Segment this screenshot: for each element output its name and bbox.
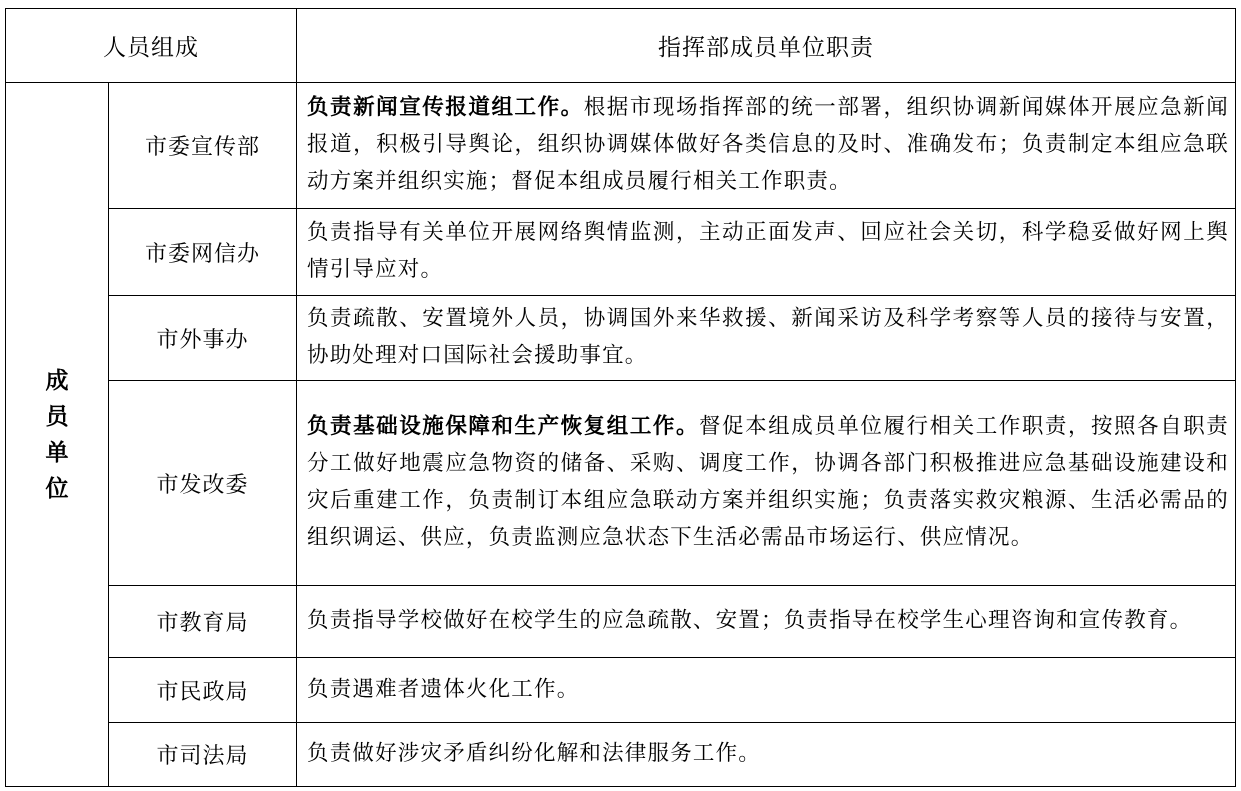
unit-name: 市民政局 [109,658,297,723]
duty-lead: 负责新闻宣传报道组工作。 [307,95,584,120]
table-row [6,658,1236,723]
duty-table-page [5,8,1235,787]
table-row [6,723,1236,787]
duty-text: 负责做好涉灾矛盾纠纷化解和法律服务工作。 [307,741,762,766]
group-label-member-units [6,83,109,787]
unit-duty [297,83,1236,209]
header-personnel: 人员组成 [6,9,297,83]
unit-duty [297,723,1236,787]
unit-name: 市发改委 [109,381,297,586]
unit-duty [297,586,1236,658]
duty-text: 根据市现场指挥部的统一部署，组织协调新闻媒体开展应急新闻报道，积极引导舆论，组织协调媒体做好各类信息的及时、准确发布；负责制定本组应急联动方案并组织实施；督促本组成员履行相关工作职责。 [307,95,1230,194]
duty-text: 负责遇难者遗体火化工作。 [307,676,580,702]
unit-duty [297,209,1236,296]
unit-name: 市委网信办 [109,209,297,296]
unit-name: 市外事办 [109,296,297,381]
group-char: 员 [45,402,69,430]
unit-name: 市教育局 [109,586,297,658]
table-row [6,586,1236,658]
group-char: 单 [45,438,69,466]
duty-text: 负责指导学校做好在校学生的应急疏散、安置；负责指导在校学生心理咨询和宣传教育。 [307,608,1193,633]
group-char: 成 [45,366,69,394]
group-char: 位 [45,474,69,502]
unit-duty [297,381,1236,586]
table-row [6,83,1236,209]
unit-duty [297,296,1236,381]
duty-text: 督促本组成员单位履行相关工作职责，按照各自职责分工做好地震应急物资的储备、采购、调度工作，协调各部门积极推进应急基础设施建设和灾后重建工作，负责制订本组应急联动方案并组织实施；负责落实救灾粮源、生活必需品的组织调运、供应，负责监测应急状态下生活必需品市场运行、供应情况。 [307,414,1229,550]
unit-duty [297,658,1236,723]
duty-text: 负责指导有关单位开展网络舆情监测，主动正面发声、回应社会关切，科学稳妥做好网上舆情引导应对。 [307,220,1229,282]
table-row [6,209,1236,296]
unit-name: 市委宣传部 [109,83,297,209]
header-row [6,9,1236,83]
table-row [6,296,1236,381]
unit-name: 市司法局 [109,723,297,787]
header-duties: 指挥部成员单位职责 [297,9,1236,83]
table-row [6,381,1236,586]
duty-text: 负责疏散、安置境外人员，协调国外来华救援、新闻采访及科学考察等人员的接待与安置，协助处理对口国际社会援助事宜。 [307,306,1229,368]
duty-lead: 负责基础设施保障和生产恢复组工作。 [307,414,699,439]
duty-table [5,8,1236,787]
